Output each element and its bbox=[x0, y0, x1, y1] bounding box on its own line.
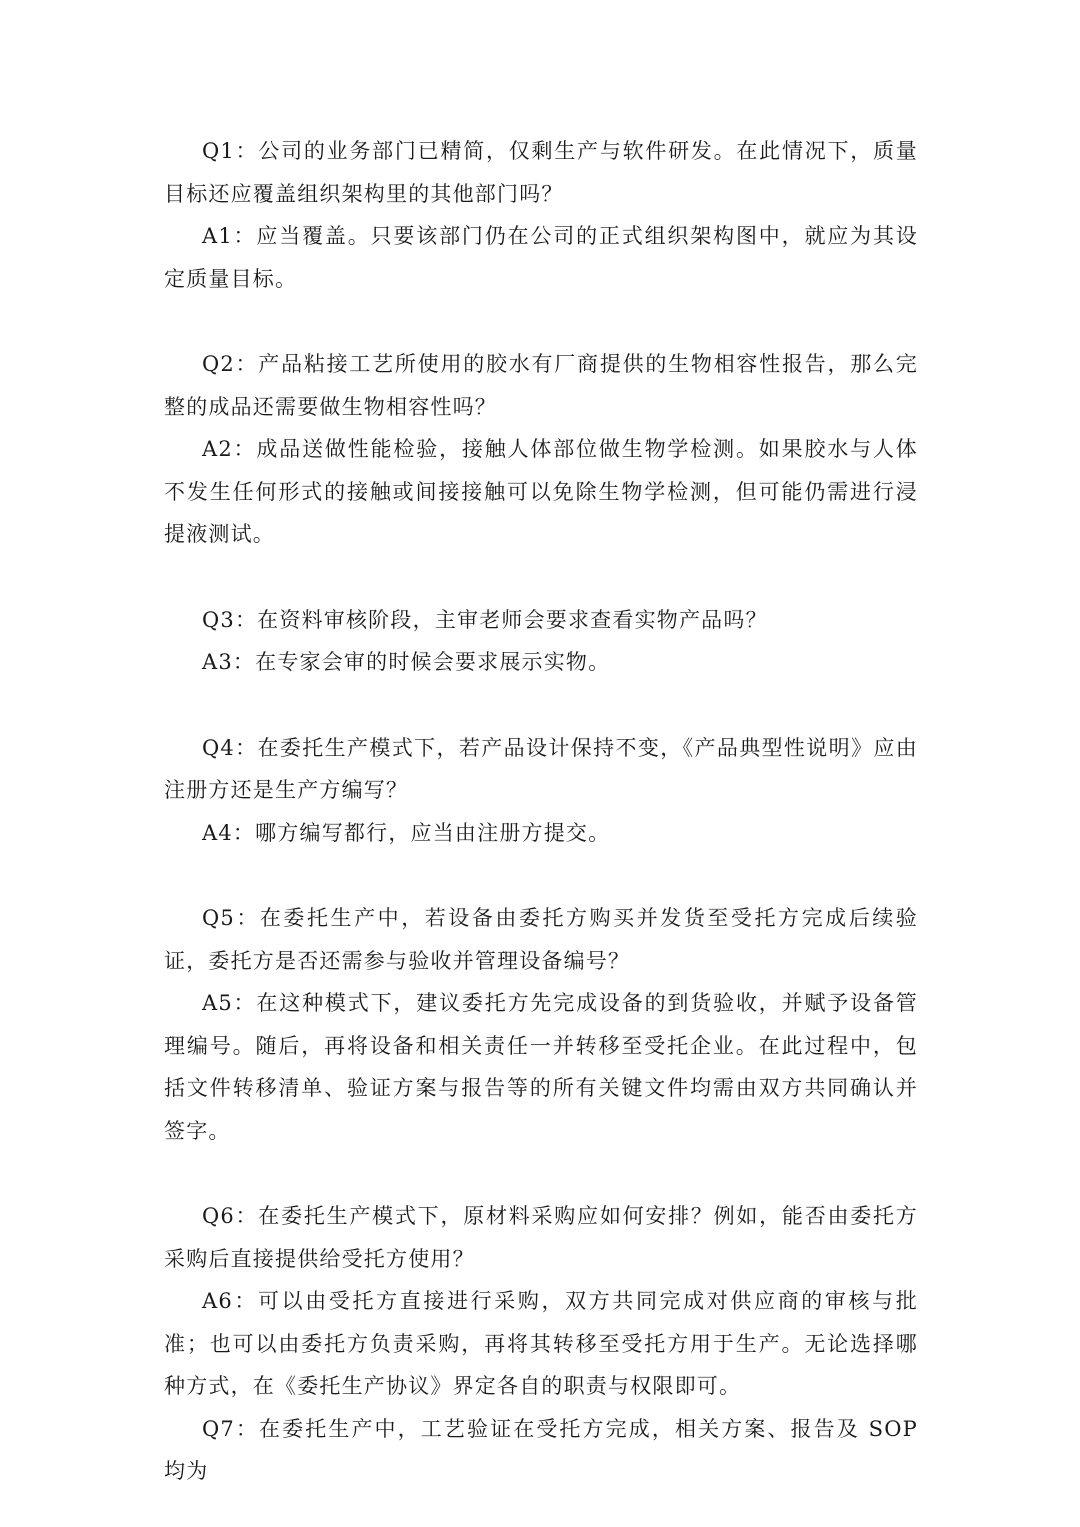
spacer bbox=[164, 556, 918, 599]
answer-3: A3：在专家会审的时候会要求展示实物。 bbox=[202, 650, 611, 674]
answer-1: A1：应当覆盖。只要该部门仍在公司的正式组织架构图中，就应为其设定质量目标。 bbox=[164, 224, 918, 291]
answer-5: A5：在这种模式下，建议委托方先完成设备的到货验收，并赋予设备管理编号。随后，再将设备和相关责任一并转移至受托企业。在此过程中，包括文件转移清单、验证方案与报告等的所有关键文件均需由双方共同确认并签字。 bbox=[164, 991, 918, 1143]
question-1: Q1：公司的业务部门已精简，仅剩生产与软件研发。在此情况下，质量目标还应覆盖组织架构里的其他部门吗？ bbox=[164, 139, 918, 206]
spacer bbox=[164, 300, 918, 343]
question-7: Q7：在委托生产中，工艺验证在受托方完成，相关方案、报告及 SOP 均为 bbox=[164, 1416, 918, 1483]
document-page bbox=[164, 130, 918, 1493]
spacer bbox=[164, 684, 918, 727]
question-2: Q2：产品粘接工艺所使用的胶水有厂商提供的生物相容性报告，那么完整的成品还需要做生物相容性吗？ bbox=[164, 352, 918, 419]
answer-4: A4：哪方编写都行，应当由注册方提交。 bbox=[202, 820, 611, 845]
spacer bbox=[164, 1152, 918, 1195]
question-6: Q6：在委托生产模式下，原材料采购应如何安排？例如，能否由委托方采购后直接提供给受托方使用？ bbox=[164, 1204, 918, 1271]
spacer bbox=[164, 854, 918, 897]
question-5: Q5：在委托生产中，若设备由委托方购买并发货至受托方完成后续验证，委托方是否还需参与验收并管理设备编号？ bbox=[164, 906, 918, 973]
question-3: Q3：在资料审核阶段，主审老师会要求查看实物产品吗？ bbox=[202, 607, 768, 632]
question-4: Q4：在委托生产模式下，若产品设计保持不变，《产品典型性说明》应由注册方还是生产方编写？ bbox=[164, 735, 918, 802]
answer-6: A6：可以由受托方直接进行采购，双方共同完成对供应商的审核与批准；也可以由委托方负责采购，再将其转移至受托方用于生产。无论选择哪种方式，在《委托生产协议》界定各自的职责与权限即可。 bbox=[164, 1289, 918, 1398]
answer-2: A2：成品送做性能检验，接触人体部位做生物学检测。如果胶水与人体不发生任何形式的接触或间接接触可以免除生物学检测，但可能仍需进行浸提液测试。 bbox=[164, 437, 918, 546]
